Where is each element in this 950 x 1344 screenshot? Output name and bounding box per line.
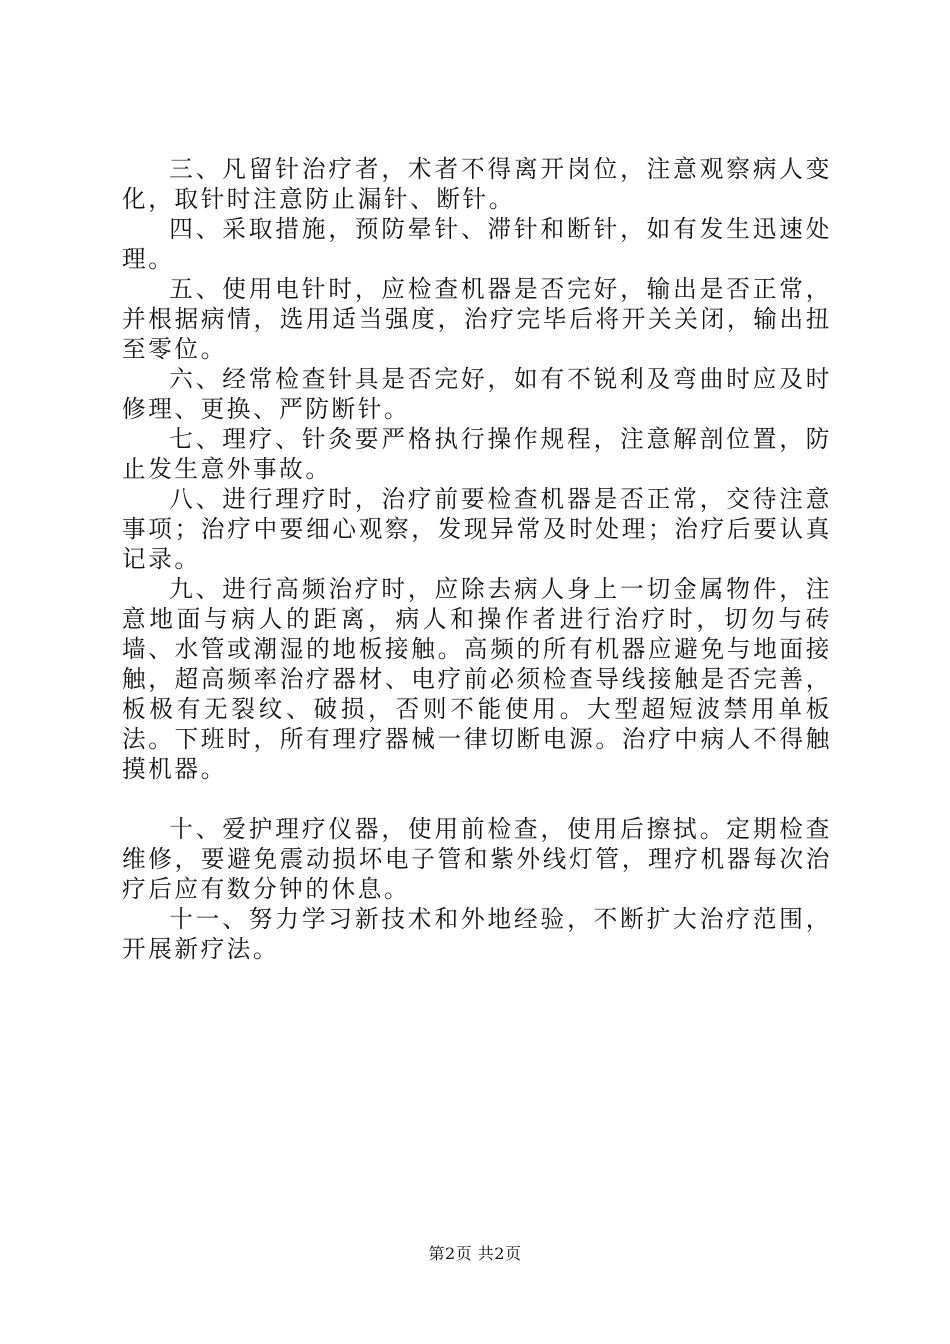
paragraph-spacer [122,784,832,814]
paragraph-9: 九、进行高频治疗时，应除去病人身上一切金属物件，注意地面与病人的距离，病人和操作者进行治疗时，切勿与砖墙、水管或潮湿的地板接触。高频的所有机器应避免与地面接触，超高频率治疗器材、电疗前必须检查导线接触是否完善，板极有无裂纹、破损，否则不能使用。大型超短波禁用单板法。下班时，所有理疗器械一律切断电源。治疗中病人不得触摸机器。 [122,575,832,783]
paragraph-5: 五、使用电针时，应检查机器是否完好，输出是否正常，并根据病情，选用适当强度，治疗完毕后将开关关闭，输出扭至零位。 [122,275,832,363]
paragraph-8: 八、进行理疗时，治疗前要检查机器是否正常，交待注意事项；治疗中要细心观察，发现异常及时处理；治疗后要认真记录。 [122,485,832,573]
page-number-footer: 第2页 共2页 [428,1244,522,1263]
paragraph-7: 七、理疗、针灸要严格执行操作规程，注意解剖位置，防止发生意外事故。 [122,425,832,483]
document-body [122,154,832,964]
paragraph-4: 四、采取措施，预防晕针、滞针和断针，如有发生迅速处理。 [122,215,832,273]
paragraph-6: 六、经常检查针具是否完好，如有不锐利及弯曲时应及时修理、更换、严防断针。 [122,365,832,423]
paragraph-10: 十、爱护理疗仪器，使用前检查，使用后擦拭。定期检查维修，要避免震动损坏电子管和紫外线灯管，理疗机器每次治疗后应有数分钟的休息。 [122,815,832,903]
paragraph-11: 十一、努力学习新技术和外地经验，不断扩大治疗范围，开展新疗法。 [122,905,832,963]
paragraph-3: 三、凡留针治疗者，术者不得离开岗位，注意观察病人变化，取针时注意防止漏针、断针。 [122,155,832,213]
